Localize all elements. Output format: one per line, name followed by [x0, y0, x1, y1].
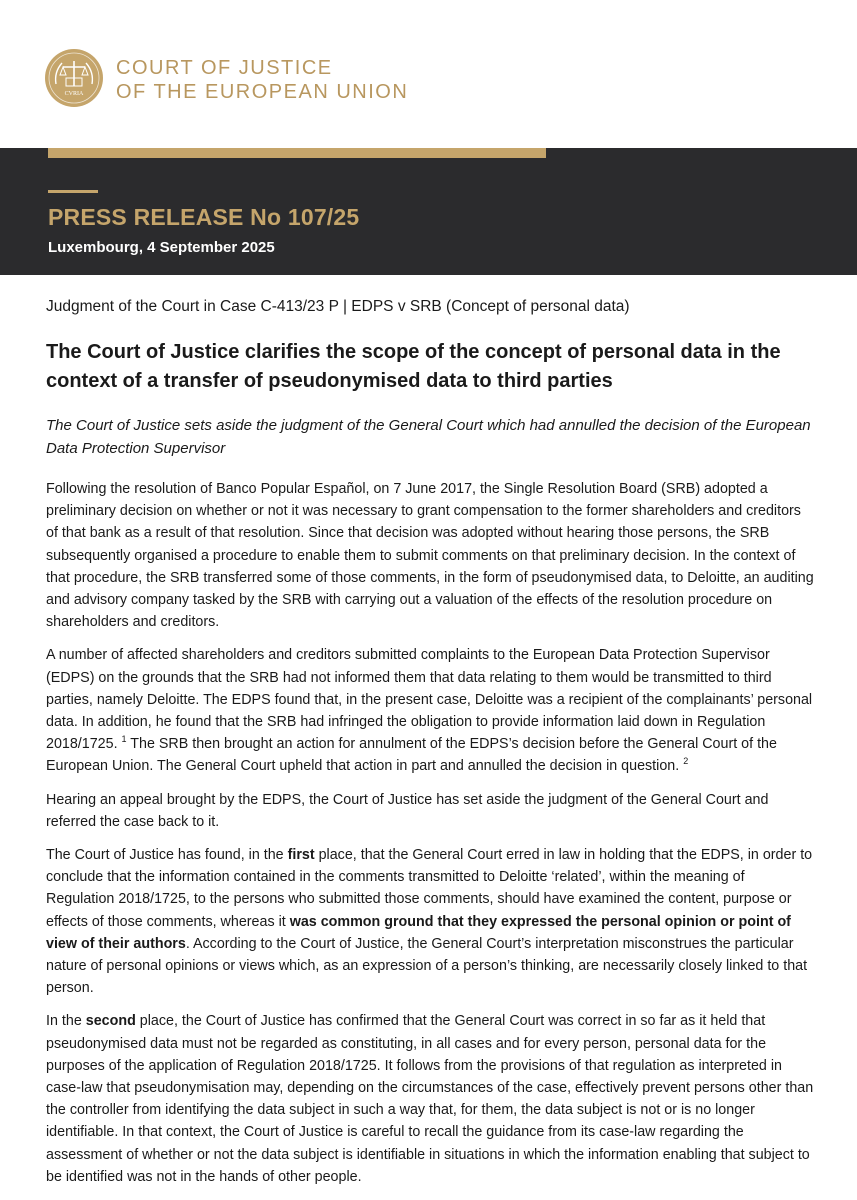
seal-text: CVRIA — [64, 91, 84, 97]
paragraph-5-part-a: In the — [46, 1013, 86, 1030]
paragraph-5 — [46, 1010, 814, 1188]
gold-accent-line — [48, 190, 98, 193]
paragraph-5-part-c: place, the Court of Justice has confirmed that the General Court was correct in so far as it held that pseudonymised data must not be regarded as constituting, in all cases and for every person, personal data for the purposes of the application of Regulation 2018/1725. It follows from the provisions of that regulation as interpreted in case-law that pseudonymisation may, depending on the circumstances of the case, effectively prevent persons other than the controller from identifying the data subject in such a way that, for them, the data subject is not or is no longer identifiable. In that context, the Court of Justice is careful to recall the guidance from its case-law regarding the assessment of whether or not the data subject is identifiable in situations in which the information enabling that subject to be identified was not in the hands of other people. — [46, 1013, 814, 1185]
court-seal-logo — [44, 48, 104, 108]
press-release-title: PRESS RELEASE No 107/25 — [48, 204, 360, 230]
subheadline: The Court of Justice sets aside the judgment of the General Court which had annulled the decision of the European Data Protection Supervisor — [46, 417, 811, 457]
page-header — [0, 0, 857, 148]
gold-accent-bar — [48, 148, 546, 158]
paragraph-1: Following the resolution of Banco Popular Español, on 7 June 2017, the Single Resolution Board (SRB) adopted a preliminary decision on whether or not it was necessary to grant compensation to the former shareholders and creditors of that bank as a result of that resolution. Since that decision was adopted without hearing those persons, the SRB subsequently organised a procedure to enable them to submit comments on that preliminary decision. In the context of that procedure, the SRB transferred some of those comments, in the form of pseudonymised data, to Deloitte, an auditing and advisory company tasked by the SRB with carrying out a valuation of the effects of the resolution procedure on shareholders and creditors. — [46, 481, 814, 631]
organisation-name-line2: OF THE EUROPEAN UNION — [116, 81, 409, 103]
paragraph-4-part-a: The Court of Justice has found, in the — [46, 847, 288, 864]
paragraph-5-bold-second: second — [85, 1013, 136, 1030]
paragraph-2-part-a: A number of affected shareholders and creditors submitted complaints to the European Data Protection Supervisor (EDPS) on the grounds that the SRB had not informed them that data relating to them would be transmitted to third parties, namely Deloitte. The EDPS found that, in the present case, Deloitte was a recipient of the complainants’ personal data. In addition, he found that the SRB had infringed the obligation to provide information laid down in Regulation 2018/1725. — [46, 647, 813, 753]
organisation-name — [116, 56, 408, 104]
paragraph-4-part-c: place, that the General Court erred in law in holding that the EDPS, in order to conclude that the information contained in the comments transmitted to Deloitte ‘related’, within the meaning of Regulation 2018/1725, to the persons who submitted those comments, should have examined the content, purpose or effects of those comments, whereas it — [46, 847, 813, 930]
paragraph-4-bold-first: first — [287, 847, 315, 864]
press-release-date: Luxembourg, 4 September 2025 — [48, 239, 275, 256]
footnote-ref-2[interactable]: 2 — [683, 756, 689, 767]
paragraph-2 — [46, 644, 814, 777]
press-release-body — [46, 296, 814, 1199]
case-reference: Judgment of the Court in Case C-413/23 P | EDPS v SRB (Concept of personal data) — [46, 298, 630, 315]
paragraph-3: Hearing an appeal brought by the EDPS, the Court of Justice has set aside the judgment of the General Court and referred the case back to it. — [46, 791, 769, 830]
paragraph-2-part-b: The SRB then brought an action for annulment of the EDPS’s decision before the General Court of the European Union. The General Court upheld that action in part and annulled the decision in question. — [46, 736, 777, 775]
headline: The Court of Justice clarifies the scope of the concept of personal data in the context of a transfer of pseudonymised data to third parties — [46, 341, 781, 392]
paragraph-4 — [46, 844, 814, 999]
paragraph-4-bold-statement: was common ground that they expressed the personal opinion or point of view of their authors — [46, 913, 791, 952]
organisation-name-line1: COURT OF JUSTICE — [116, 57, 333, 79]
footnote-ref-1[interactable]: 1 — [121, 734, 127, 745]
paragraph-4-part-e: . According to the Court of Justice, the General Court’s interpretation misconstrues the particular nature of personal opinions or views which, as an expression of a person’s thinking, are necessarily closely linked to that person. — [46, 935, 808, 997]
